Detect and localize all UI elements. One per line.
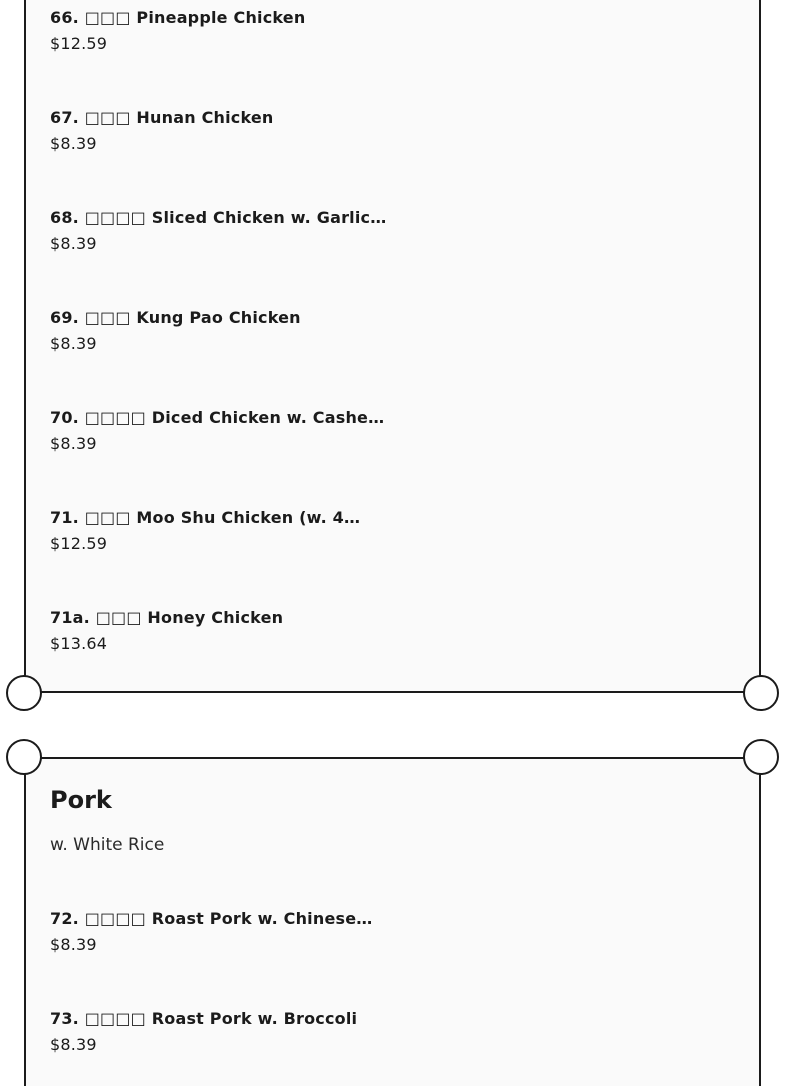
- menu-item-name: 71. □□□ Moo Shu Chicken (w. 4…: [50, 508, 361, 527]
- menu-item[interactable]: [50, 308, 301, 354]
- menu-item-name: 66. □□□ Pineapple Chicken: [50, 8, 306, 27]
- menu-item-price: $8.39: [50, 935, 97, 954]
- menu-item-price: $13.64: [50, 634, 108, 653]
- menu-item-name: 69. □□□ Kung Pao Chicken: [50, 308, 301, 327]
- menu-item[interactable]: [50, 608, 283, 654]
- corner-notch: [6, 739, 42, 775]
- menu-item[interactable]: [50, 8, 305, 54]
- menu-item-price: $8.39: [50, 234, 97, 253]
- menu-item-price: $8.39: [50, 1035, 97, 1054]
- pork-menu-section: [24, 757, 761, 1086]
- menu-item-price: $12.59: [50, 534, 108, 553]
- menu-item-name: 70. □□□□ Diced Chicken w. Cashe…: [50, 408, 385, 427]
- menu-item[interactable]: [50, 108, 274, 154]
- chicken-menu-section: [24, 0, 761, 693]
- menu-item-name: 72. □□□□ Roast Pork w. Chinese…: [50, 909, 373, 928]
- menu-item-price: $12.59: [50, 34, 108, 53]
- section-title: Pork: [50, 786, 112, 814]
- menu-item[interactable]: [50, 1009, 357, 1055]
- corner-notch: [743, 739, 779, 775]
- menu-item[interactable]: [50, 408, 384, 454]
- menu-item-price: $8.39: [50, 334, 97, 353]
- menu-item-name: 67. □□□ Hunan Chicken: [50, 108, 274, 127]
- menu-item[interactable]: [50, 508, 360, 554]
- menu-item[interactable]: [50, 909, 372, 955]
- corner-notch: [743, 675, 779, 711]
- menu-item-price: $8.39: [50, 134, 97, 153]
- menu-item-name: 73. □□□□ Roast Pork w. Broccoli: [50, 1009, 358, 1028]
- menu-item-name: 68. □□□□ Sliced Chicken w. Garlic…: [50, 208, 387, 227]
- corner-notch: [6, 675, 42, 711]
- menu-item-name: 71a. □□□ Honey Chicken: [50, 608, 284, 627]
- menu-item[interactable]: [50, 208, 386, 254]
- menu-item-price: $8.39: [50, 434, 97, 453]
- section-subtitle: w. White Rice: [50, 835, 165, 855]
